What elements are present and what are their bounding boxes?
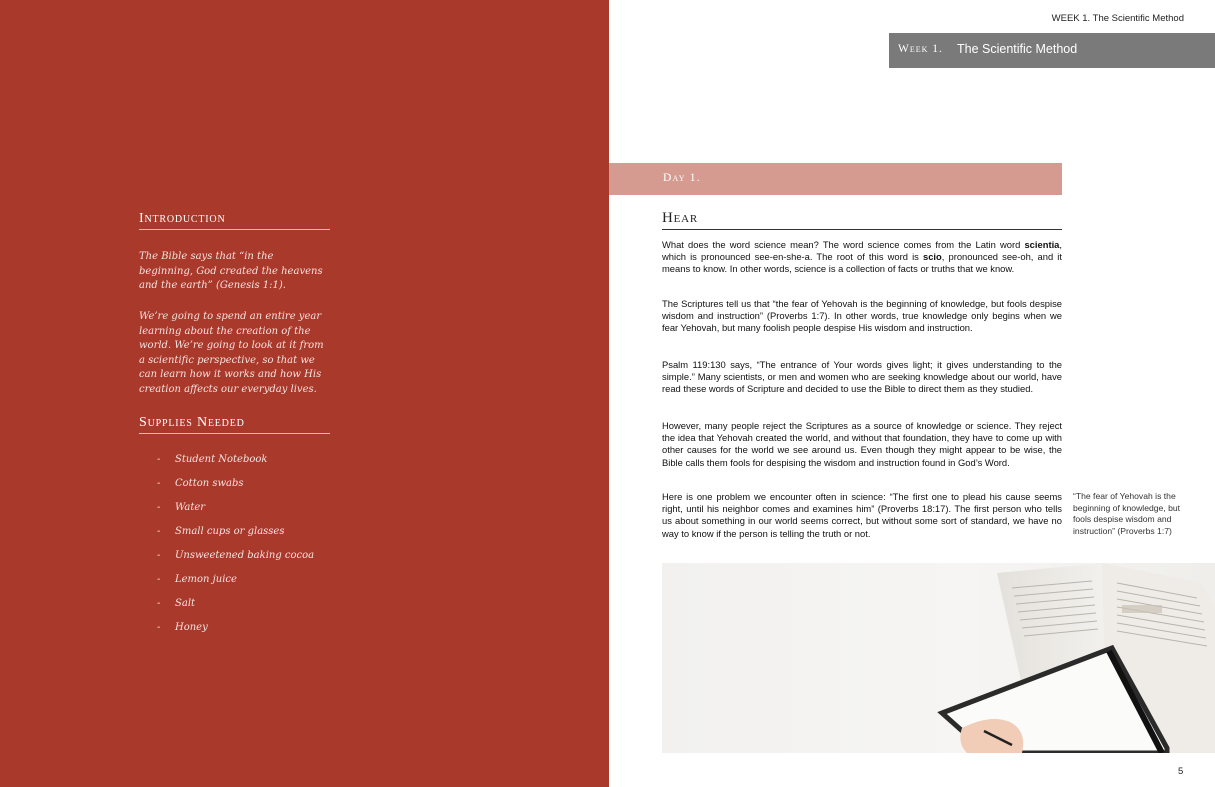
supply-item-label: Salt <box>175 598 196 609</box>
day-label: Day 1. <box>663 172 701 184</box>
bold-term: scio <box>923 251 942 263</box>
supply-item <box>157 451 314 475</box>
supply-item-label: Cotton swabs <box>175 478 244 489</box>
pull-quote: “The fear of Yehovah is the beginning of knowledge, but fools despise wisdom and instruction” (Proverbs 1:7) <box>1073 491 1181 536</box>
running-head: WEEK 1. The Scientific Method <box>1051 13 1184 24</box>
week-title: The Scientific Method <box>957 42 1078 56</box>
supply-item-label: Honey <box>175 622 208 633</box>
day-bar <box>609 163 1062 195</box>
supplies-heading: Supplies Needed <box>139 415 330 434</box>
supply-item-label: Water <box>175 502 206 513</box>
bullet: - <box>157 478 161 489</box>
body-paragraph: However, many people reject the Scriptures as a source of knowledge or science. They reject the idea that Yehovah created the world, and without that foundation, they have to come up with other causes for the world we see around us. Even though they might appear to be wise, the Bible calls them fools for despising the wisdom and instruction found in God’s Word. <box>662 420 1062 468</box>
supply-item <box>157 619 314 643</box>
bullet: - <box>157 574 161 585</box>
bullet: - <box>157 622 161 633</box>
bullet: - <box>157 454 161 465</box>
body-paragraph: The Scriptures tell us that “the fear of Yehovah is the beginning of knowledge, but fools despise wisdom and instruction” (Proverbs 1:7). In other words, true knowledge only begins when we fear Yehovah, but many foolish people despise His wisdom and instruction. <box>662 298 1062 334</box>
supply-item <box>157 475 314 499</box>
supply-item <box>157 499 314 523</box>
supply-item-label: Student Notebook <box>175 454 268 465</box>
body-paragraph <box>662 239 1062 276</box>
bullet: - <box>157 550 161 561</box>
body-text: , pronounced see-oh, and it means to know. In other words, science is a collection of facts or truths that we know. <box>662 251 1062 275</box>
bold-term: scientia <box>1024 239 1060 250</box>
supply-item <box>157 571 314 595</box>
supplies-list <box>157 451 314 643</box>
supply-item <box>157 523 314 547</box>
page-number: 5 <box>1178 766 1184 777</box>
week-label: Week 1. <box>898 43 943 55</box>
supply-item-label: Lemon juice <box>175 574 237 585</box>
introduction-paragraph: The Bible says that “in the beginning, God created the heavens and the earth” (Genesis 1:1). <box>139 251 323 291</box>
supply-item-label: Small cups or glasses <box>175 526 285 537</box>
bullet: - <box>157 526 161 537</box>
bullet: - <box>157 502 161 513</box>
photo-illustration <box>662 563 1215 753</box>
body-text: What does the word science mean? The word science comes from the Latin word <box>662 239 1025 250</box>
body-paragraph: Psalm 119:130 says, “The entrance of Your words gives light; it gives understanding to the simple.” Many scientists, or men and women who are seeking knowledge about our world, have read these words of Scripture and decided to use the Bible to direct them as they studied. <box>662 359 1062 395</box>
body-text: , which is pronounced see-en-she-a. The root of this word is <box>662 239 1062 263</box>
supply-item <box>157 547 314 571</box>
bible-and-notebook-photo <box>662 563 1215 753</box>
supply-item <box>157 595 314 619</box>
bullet: - <box>157 598 161 609</box>
introduction-heading: Introduction <box>139 211 330 230</box>
body-paragraph: Here is one problem we encounter often in science: “The first one to plead his cause seems right, until his neighbor comes and examines him” (Proverbs 18:17). The first person who tells us about something in our world seems correct, but without some sort of standard, we have no way to know if the person is telling the truth or not. <box>662 491 1062 539</box>
supply-item-label: Unsweetened baking cocoa <box>175 550 315 561</box>
section-heading: Hear <box>662 210 1062 230</box>
introduction-paragraph: We’re going to spend an entire year learning about the creation of the world. We’re going to look at it from a scientific perspective, so that we can learn how it works and how His creation affects our everyday lives. <box>139 311 324 395</box>
week-title-bar <box>889 33 1215 68</box>
